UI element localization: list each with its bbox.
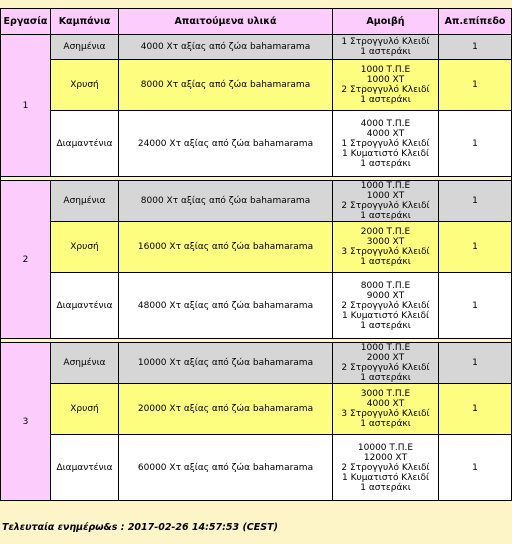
table-row (1, 222, 512, 273)
reward-line: 3000 Τ.Π.Ε (360, 389, 411, 399)
reward-line: 1 αστεράκι (360, 257, 411, 267)
reward-line: 1000 ΧΤ (366, 191, 405, 201)
reward-line: 1 Στρογγυλό Κλειδί (341, 37, 430, 47)
reward-line: 3 Στρογγυλό Κλειδί (341, 409, 430, 419)
header-task: Εργασία (1, 9, 51, 35)
reward-cell (333, 343, 439, 384)
materials-cell: 8000 Χτ αξίας από ζώα bahamarama (119, 181, 333, 222)
campaign-cell: Ασημένια (51, 343, 119, 384)
reward-line: 2000 ΧΤ (366, 353, 405, 363)
reward-cell (333, 35, 439, 60)
table-row (1, 384, 512, 435)
reward-line: 9000 ΧΤ (366, 290, 405, 301)
materials-cell: 8000 Χτ αξίας από ζώα bahamarama (119, 60, 333, 111)
task-number: 1 (1, 35, 51, 177)
reward-cell (333, 435, 439, 501)
table-row (1, 60, 512, 111)
task-number: 2 (1, 181, 51, 339)
reward-line: 10000 Τ.Π.Ε (357, 442, 414, 453)
table-row (1, 35, 512, 60)
level-cell: 1 (439, 384, 512, 435)
materials-cell: 4000 Χτ αξίας από ζώα bahamarama (119, 35, 333, 60)
table-row (1, 273, 512, 339)
reward-line: 1 Κυματιστό Κλειδί (342, 148, 429, 159)
header-level: Απ.επίπεδο (439, 9, 512, 35)
reward-line: 1 αστεράκι (360, 320, 411, 331)
last-updated: Τελευταία ενημέρω&s : 2017-02-26 14:57:53 (CEST) (2, 522, 278, 533)
reward-line: 1 αστεράκι (360, 373, 411, 383)
reward-line: 2 Στρογγυλό Κλειδί (341, 201, 430, 211)
table-row (1, 435, 512, 501)
materials-cell: 16000 Χτ αξίας από ζώα bahamarama (119, 222, 333, 273)
level-cell: 1 (439, 111, 512, 177)
reward-cell (333, 222, 439, 273)
reward-line: 1 Στρογγυλό Κλειδί (341, 138, 430, 149)
reward-line: 1000 ΧΤ (366, 75, 405, 85)
campaign-cell: Ασημένια (51, 35, 119, 60)
level-cell: 1 (439, 435, 512, 501)
reward-line: 2 Στρογγυλό Κλειδί (341, 363, 430, 373)
table-row (1, 343, 512, 384)
reward-line: 1000 Τ.Π.Ε (360, 181, 411, 191)
materials-cell: 10000 Χτ αξίας από ζώα bahamarama (119, 343, 333, 384)
reward-line: 3000 ΧΤ (366, 237, 405, 247)
campaign-cell: Διαμαντένια (51, 111, 119, 177)
reward-line: 4000 Τ.Π.Ε (360, 118, 411, 129)
reward-cell (333, 273, 439, 339)
reward-cell (333, 384, 439, 435)
reward-cell (333, 181, 439, 222)
campaign-cell: Χρυσή (51, 384, 119, 435)
reward-line: 12000 ΧΤ (363, 452, 408, 463)
level-cell: 1 (439, 222, 512, 273)
task-number: 3 (1, 343, 51, 501)
tasks-table-body (1, 35, 512, 501)
campaign-cell: Χρυσή (51, 222, 119, 273)
header-row (1, 9, 512, 35)
reward-line: 2 Στρογγυλό Κλειδί (341, 462, 430, 473)
table-row (1, 111, 512, 177)
reward-cell (333, 111, 439, 177)
header-campaign: Καμπάνια (51, 9, 119, 35)
header-reward: Αμοιβή (333, 9, 439, 35)
campaign-cell: Ασημένια (51, 181, 119, 222)
materials-cell: 60000 Χτ αξίας από ζώα bahamarama (119, 435, 333, 501)
level-cell: 1 (439, 181, 512, 222)
reward-line: 1 αστεράκι (360, 158, 411, 169)
reward-line: 2 Στρογγυλό Κλειδί (341, 300, 430, 311)
reward-line: 4000 ΧΤ (366, 128, 405, 139)
reward-line: 1 Κυματιστό Κλειδί (342, 472, 429, 483)
campaign-cell: Διαμαντένια (51, 435, 119, 501)
table-row (1, 181, 512, 222)
level-cell: 1 (439, 343, 512, 384)
tasks-table (0, 8, 512, 501)
reward-line: 8000 Τ.Π.Ε (360, 280, 411, 291)
reward-line: 1 αστεράκι (360, 47, 411, 57)
materials-cell: 20000 Χτ αξίας από ζώα bahamarama (119, 384, 333, 435)
reward-line: 1000 Τ.Π.Ε (360, 65, 411, 75)
reward-line: 1 Κυματιστό Κλειδί (342, 310, 429, 321)
level-cell: 1 (439, 35, 512, 60)
reward-line: 2000 Τ.Π.Ε (360, 227, 411, 237)
campaign-cell: Διαμαντένια (51, 273, 119, 339)
reward-cell (333, 60, 439, 111)
reward-line: 1000 Τ.Π.Ε (360, 343, 411, 353)
materials-cell: 48000 Χτ αξίας από ζώα bahamarama (119, 273, 333, 339)
campaign-cell: Χρυσή (51, 60, 119, 111)
reward-line: 2 Στρογγυλό Κλειδί (341, 85, 430, 95)
reward-line: 1 αστεράκι (360, 211, 411, 221)
header-materials: Απαιτούμενα υλικά (119, 9, 333, 35)
reward-line: 1 αστεράκι (360, 482, 411, 493)
reward-line: 1 αστεράκι (360, 95, 411, 105)
materials-cell: 24000 Χτ αξίας από ζώα bahamarama (119, 111, 333, 177)
level-cell: 1 (439, 273, 512, 339)
reward-line: 1 αστεράκι (360, 419, 411, 429)
reward-line: 4000 ΧΤ (366, 399, 405, 409)
level-cell: 1 (439, 60, 512, 111)
reward-line: 3 Στρογγυλό Κλειδί (341, 247, 430, 257)
